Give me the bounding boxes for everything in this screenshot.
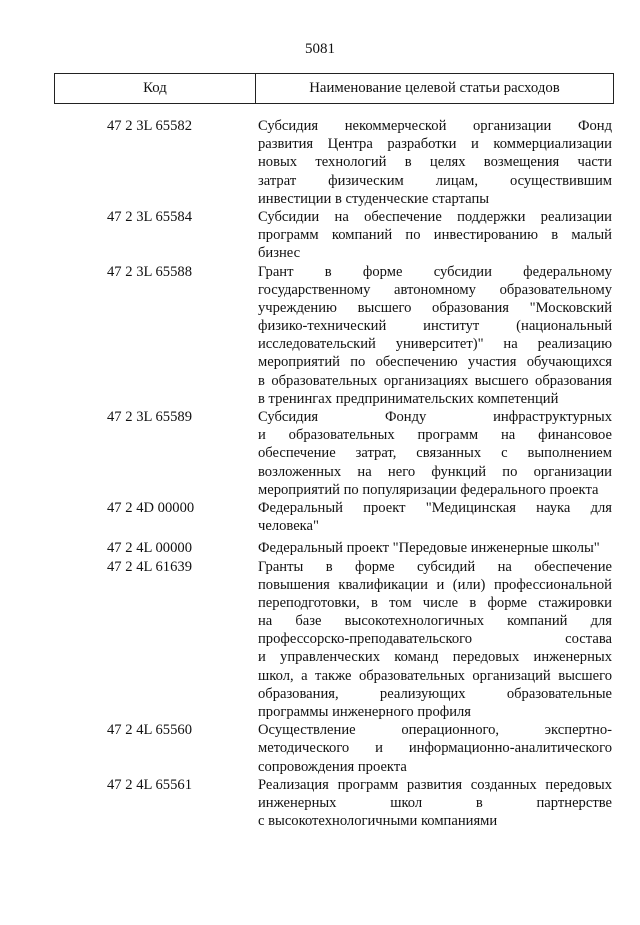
description-line: развития Центра разработки и коммерциализации bbox=[258, 136, 612, 153]
description-line: учреждению высшего образования "Московский bbox=[258, 299, 612, 316]
description-line: на базе высокотехнологичных компаний для bbox=[258, 613, 612, 630]
description-line: инженерных школ в партнерстве bbox=[258, 794, 612, 811]
description-line: мероприятий по популяризации федерального проекта bbox=[258, 481, 599, 498]
description-line: исследовательский университет)" на реализацию bbox=[258, 336, 612, 353]
row-code: 47 2 4L 61639 bbox=[107, 558, 192, 575]
description-line: переподготовки, в том числе в форме стажировки bbox=[258, 594, 612, 611]
description-line: человека" bbox=[258, 518, 319, 535]
description-line: сопровождения проекта bbox=[258, 758, 407, 775]
row-code: 47 2 4L 00000 bbox=[107, 540, 192, 557]
row-description bbox=[258, 263, 612, 409]
description-line: бизнес bbox=[258, 245, 301, 262]
description-line: Осуществление операционного, экспертно- bbox=[258, 722, 612, 739]
description-line: Субсидии на обеспечение поддержки реализации bbox=[258, 208, 612, 225]
description-line: новых технологий в целях возмещения части bbox=[258, 154, 612, 171]
row-description bbox=[258, 539, 612, 557]
description-line: в образовательных организациях высшего образования bbox=[258, 372, 612, 389]
description-line: школ, а также образовательных организаций высшего bbox=[258, 667, 612, 684]
row-code: 47 2 3L 65584 bbox=[107, 208, 192, 225]
description-line: в тренингах предпринимательских компетенций bbox=[258, 390, 559, 407]
table-row bbox=[0, 558, 640, 722]
table-row bbox=[0, 776, 640, 831]
row-description bbox=[258, 499, 612, 535]
row-description bbox=[258, 208, 612, 263]
row-code: 47 2 3L 65589 bbox=[107, 409, 192, 425]
table-header bbox=[54, 73, 614, 104]
description-line: программ компаний по инвестированию в малый bbox=[258, 227, 612, 244]
table-row bbox=[0, 208, 640, 263]
header-code: Код bbox=[55, 74, 256, 103]
description-line: мероприятий по обеспечению участия обучающихся bbox=[258, 354, 612, 371]
description-line: профессорско-преподавательского состава bbox=[258, 631, 612, 648]
row-description bbox=[258, 558, 612, 722]
table-row bbox=[0, 721, 640, 776]
table-row bbox=[0, 539, 640, 557]
page-number: 5081 bbox=[305, 41, 335, 57]
table-body bbox=[0, 117, 640, 830]
description-line: Субсидия некоммерческой организации Фонд bbox=[258, 118, 612, 134]
description-line: образования, реализующих образовательные bbox=[258, 685, 612, 702]
row-code: 47 2 3L 65588 bbox=[107, 263, 192, 280]
description-line: Грант в форме субсидии федеральному bbox=[258, 263, 612, 280]
description-line: и образовательных программ на финансовое bbox=[258, 427, 612, 444]
row-description bbox=[258, 721, 612, 776]
table-row bbox=[0, 408, 640, 499]
table-row bbox=[0, 499, 640, 535]
row-description bbox=[258, 776, 612, 831]
description-line: государственному автономному образовательному bbox=[258, 281, 612, 298]
description-line: Федеральный проект "Медицинская наука для bbox=[258, 499, 612, 516]
table-row bbox=[0, 117, 640, 208]
row-code: 47 2 4D 00000 bbox=[107, 499, 195, 516]
description-line: затрат физическим лицам, осуществившим bbox=[258, 172, 612, 189]
description-line: повышения квалификации и (или) профессиональной bbox=[258, 576, 612, 593]
row-code: 47 2 3L 65582 bbox=[107, 118, 192, 134]
description-line: и управленческих команд передовых инженерных bbox=[258, 649, 612, 666]
description-line: программы инженерного профиля bbox=[258, 704, 471, 721]
description-line: Реализация программ развития созданных передовых bbox=[258, 776, 612, 793]
description-line: с высокотехнологичными компаниями bbox=[258, 813, 498, 830]
row-code: 47 2 4L 65560 bbox=[107, 722, 192, 739]
table-row bbox=[0, 263, 640, 409]
description-line: методического и информационно-аналитического bbox=[258, 740, 612, 757]
description-line: инвестиции в студенческие стартапы bbox=[258, 190, 490, 207]
description-line: Субсидия Фонду инфраструктурных bbox=[258, 409, 612, 425]
description-line: обеспечение затрат, связанных с выполнением bbox=[258, 445, 612, 462]
description-line: возложенных на него функций по организации bbox=[258, 463, 612, 480]
row-description bbox=[258, 117, 612, 208]
description-line: Федеральный проект "Передовые инженерные школы" bbox=[258, 540, 600, 557]
header-name: Наименование целевой статьи расходов bbox=[309, 80, 560, 96]
description-line: физико-технический институт (национальный bbox=[258, 318, 612, 335]
row-description bbox=[258, 408, 612, 499]
description-line: Гранты в форме субсидий на обеспечение bbox=[258, 558, 612, 575]
row-code: 47 2 4L 65561 bbox=[107, 776, 192, 793]
